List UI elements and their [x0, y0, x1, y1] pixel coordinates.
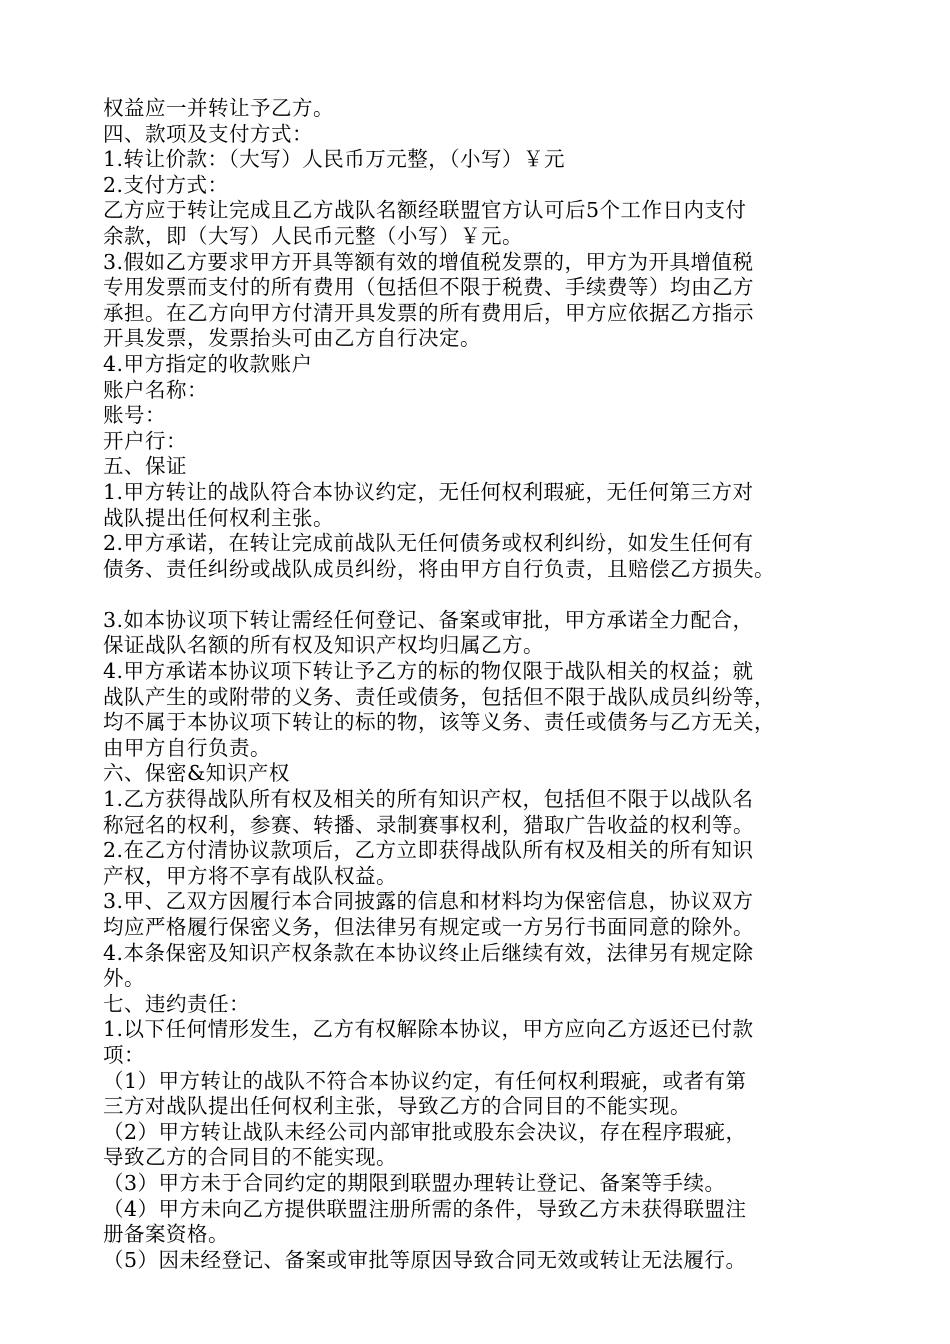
document-line: 三方对战队提出任何权利主张，导致乙方的合同目的不能实现。 [103, 1094, 691, 1119]
document-line: 五、保证 [103, 454, 187, 479]
document-line: 1.转让价款：（大写）人民币万元整，（小写）￥元 [103, 147, 566, 172]
document-line: （2）甲方转让战队未经公司内部审批或股东会决议，存在程序瑕疵， [103, 1119, 747, 1144]
document-line: 2.甲方承诺，在转让完成前战队无任何债务或权利纠纷，如发生任何有 [103, 531, 754, 556]
document-line: （1）甲方转让的战队不符合本协议约定，有任何权利瑕疵，或者有第 [103, 1068, 747, 1093]
document-line: 专用发票而支付的所有费用（包括但不限于税费、手续费等）均由乙方 [103, 275, 754, 300]
document-line [103, 582, 873, 608]
document-line: 1.以下任何情形发生，乙方有权解除本协议，甲方应向乙方返还已付款 [103, 1017, 754, 1042]
document-line: 权益应一并转让予乙方。 [103, 96, 334, 120]
document-line: 产权，甲方将不享有战队权益。 [103, 863, 397, 888]
document-line: 四、款项及支付方式： [103, 121, 313, 146]
document-line: 1.乙方获得战队所有权及相关的所有知识产权，包括但不限于以战队名 [103, 787, 754, 812]
document-line: 3.假如乙方要求甲方开具等额有效的增值税发票的，甲方为开具增值税 [103, 249, 754, 274]
document-line: 3.甲、乙双方因履行本合同披露的信息和材料均为保密信息，协议双方 [103, 889, 754, 914]
document-line: 均不属于本协议项下转让的标的物，该等义务、责任或债务与乙方无关， [103, 710, 775, 735]
document-line: 余款，即（大写）人民币元整（小写）￥元。 [103, 223, 523, 248]
document-line: 1.甲方转让的战队符合本协议约定，无任何权利瑕疵，无任何第三方对 [103, 479, 754, 504]
document-line: 4.甲方指定的收款账户 [103, 351, 313, 376]
document-line: 战队产生的或附带的义务、责任或债务，包括但不限于战队成员纠纷等， [103, 684, 775, 709]
document-line: （5）因未经登记、备案或审批等原因导致合同无效或转让无法履行。 [103, 1247, 747, 1272]
document-line: 账户名称： [103, 377, 208, 402]
document-line: 战队提出任何权利主张。 [103, 505, 334, 530]
document-line: 册备案资格。 [103, 1222, 229, 1247]
document-line: 由甲方自行负责。 [103, 735, 271, 760]
document-line: 七、违约责任： [103, 991, 250, 1016]
document-line: 债务、责任纠纷或战队成员纠纷，将由甲方自行负责，且赔偿乙方损失。 [103, 556, 775, 581]
document-line: 账号： [103, 403, 166, 428]
document-line: 4.本条保密及知识产权条款在本协议终止后继续有效，法律另有规定除 [103, 940, 754, 965]
document-line: 开具发票，发票抬头可由乙方自行决定。 [103, 326, 481, 351]
document-line: 外。 [103, 966, 145, 991]
document-line: （3）甲方未于合同约定的期限到联盟办理转让登记、备案等手续。 [103, 1170, 726, 1195]
document-line: 2.在乙方付清协议款项后，乙方立即获得战队所有权及相关的所有知识 [103, 838, 754, 863]
document-line: 开户行： [103, 428, 187, 453]
document-line: 3.如本协议项下转让需经任何登记、备案或审批，甲方承诺全力配合， [103, 607, 754, 632]
document-line: 乙方应于转让完成且乙方战队名额经联盟官方认可后5个工作日内支付 [103, 198, 747, 223]
document-line: 六、保密&知识产权 [103, 761, 290, 786]
document-line: 导致乙方的合同目的不能实现。 [103, 1145, 397, 1170]
document-line: 项： [103, 1042, 145, 1067]
document-line: 承担。在乙方向甲方付清开具发票的所有费用后，甲方应依据乙方指示 [103, 300, 754, 325]
document-line: 保证战队名额的所有权及知识产权均归属乙方。 [103, 633, 544, 658]
document-line: 2.支付方式： [103, 172, 229, 197]
document-line: 均应严格履行保密义务，但法律另有规定或一方另行书面同意的除外。 [103, 915, 754, 939]
document-line: 称冠名的权利，参赛、转播、录制赛事权利，猎取广告收益的权利等。 [103, 812, 754, 837]
document-line: 4.甲方承诺本协议项下转让予乙方的标的物仅限于战队相关的权益；就 [103, 659, 754, 684]
document-line: （4）甲方未向乙方提供联盟注册所需的条件，导致乙方未获得联盟注 [103, 1196, 747, 1221]
document-page [103, 96, 873, 1273]
